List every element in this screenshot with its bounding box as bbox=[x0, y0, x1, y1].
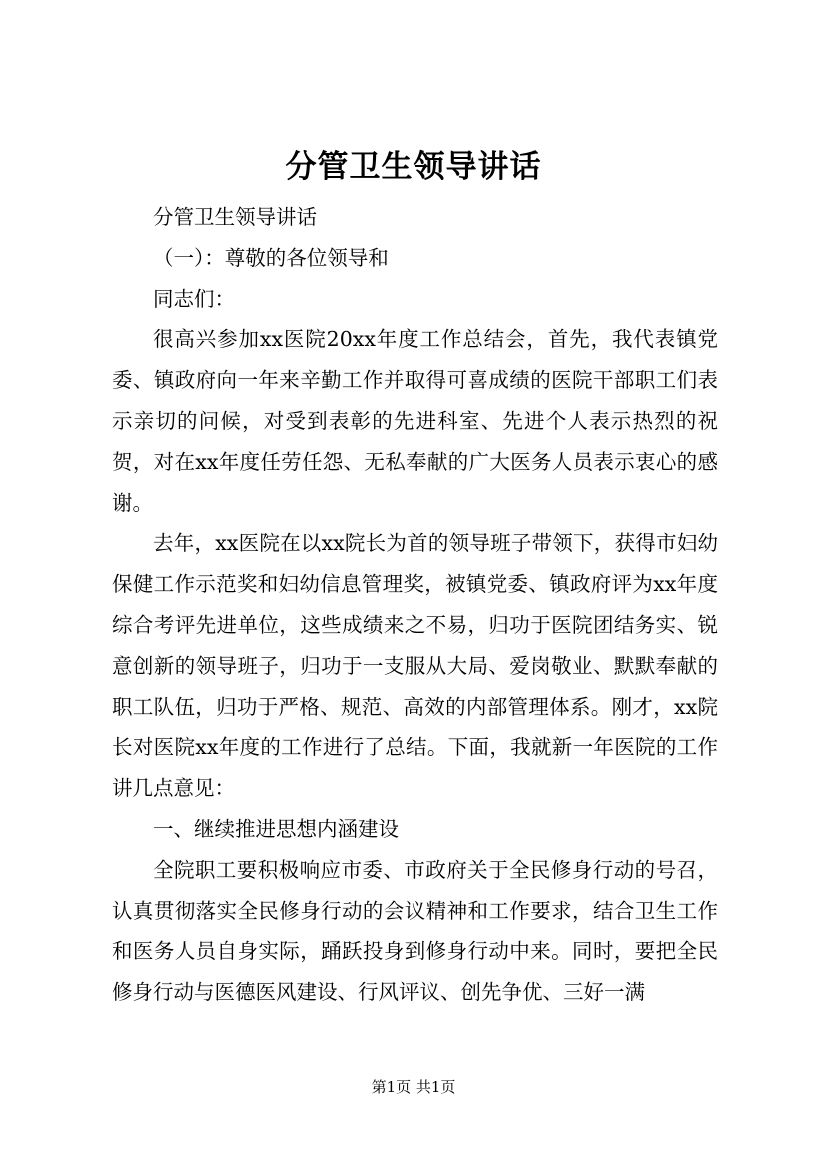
document-body bbox=[112, 197, 718, 1013]
document-title: 分管卫生领导讲话 bbox=[285, 149, 542, 185]
paragraph-body: 去年，xx医院在以xx院长为首的领导班子带领下，获得市妇幼保健工作示范奖和妇幼信息管理奖，被镇党委、镇政府评为xx年度综合考评先进单位，这些成绩来之不易，归功于医院团结务实、锐意创新的领导班子，归功于一支服从大局、爱岗敬业、默默奉献的职工队伍，归功于严格、规范、高效的内部管理体系。刚才，xx院长对医院xx年度的工作进行了总结。下面，我就新一年医院的工作讲几点意见： bbox=[112, 531, 718, 801]
paragraph-body: 全院职工要积极响应市委、市政府关于全民修身行动的号召，认真贯彻落实全民修身行动的会议精神和工作要求，结合卫生工作和医务人员自身实际，踊跃投身到修身行动中来。同时，要把全民修身行动与医德医风建设、行风评议、创先争优、三好一满 bbox=[112, 857, 718, 1005]
paragraph-greeting: 同志们： bbox=[153, 286, 235, 311]
paragraph-body: 很高兴参加xx医院20xx年度工作总结会，首先，我代表镇党委、镇政府向一年来辛勤工作并取得可喜成绩的医院干部职工们表示亲切的问候，对受到表彰的先进科室、先进个人表示热烈的祝贺，对在xx年度任劳任怨、无私奉献的广大医务人员表示衷心的感谢。 bbox=[112, 327, 718, 515]
paragraph-section-one: （一）：尊敬的各位领导和 bbox=[153, 245, 389, 270]
paragraph-heading: 一、继续推进思想内涵建设 bbox=[153, 816, 399, 841]
page-footer: 第1页 共1页 bbox=[371, 1078, 456, 1096]
paragraph-subtitle: 分管卫生领导讲话 bbox=[153, 205, 317, 229]
